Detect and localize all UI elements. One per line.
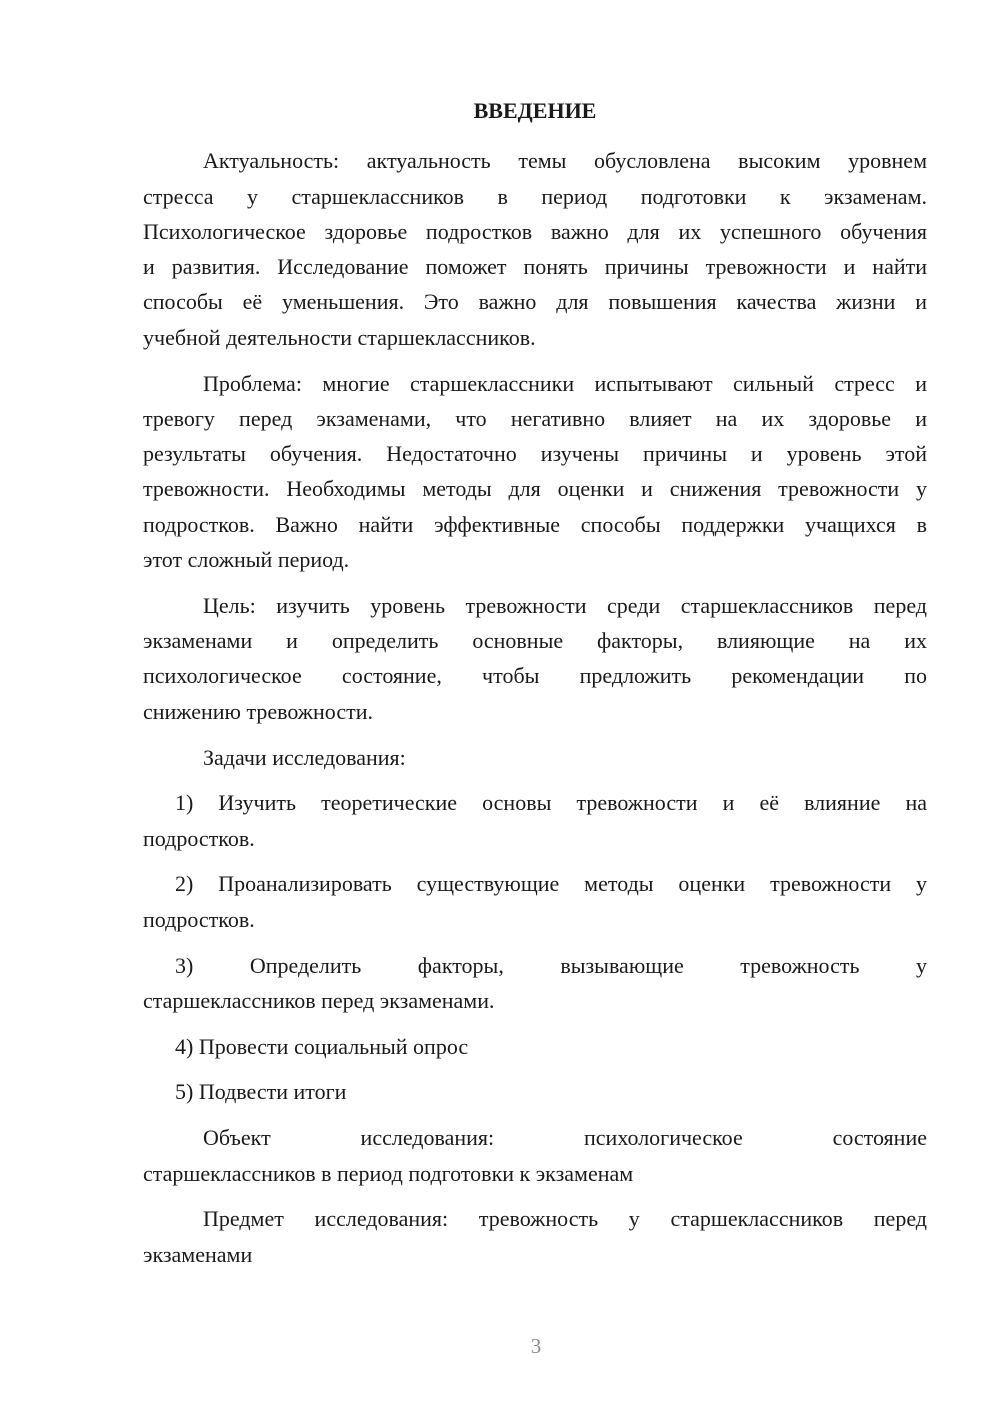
task-list-item: [143, 948, 927, 1019]
text-line: способы её уменьшения. Это важно для повышения качества жизни и: [143, 289, 927, 315]
text-line: 3) Определить факторы, вызывающие тревожность у: [175, 952, 927, 978]
text-line: Предмет исследования: тревожность у старшеклассников перед: [203, 1206, 927, 1232]
text-line: подростков.: [143, 906, 255, 932]
text-line: Актуальность: актуальность темы обусловлена высоким уровнем: [203, 148, 927, 174]
text-line: и развития. Исследование поможет понять причины тревожности и найти: [143, 254, 927, 280]
task-list-item: [143, 866, 927, 937]
text-line: тревожности. Необходимы методы для оценки и снижения тревожности у: [143, 476, 927, 502]
paragraph: [143, 740, 927, 775]
text-line: подростков. Важно найти эффективные способы поддержки учащихся в: [143, 511, 927, 537]
text-line: 4) Провести социальный опрос: [175, 1033, 469, 1059]
text-line: Задачи исследования:: [203, 744, 406, 770]
text-line: экзаменами и определить основные факторы, влияющие на их: [143, 628, 927, 654]
text-line: Цель: изучить уровень тревожности среди старшеклассников перед: [203, 592, 927, 618]
text-line: результаты обучения. Недостаточно изучены причины и уровень этой: [143, 441, 927, 467]
text-line: снижению тревожности.: [143, 698, 373, 724]
text-line: старшеклассников в период подготовки к экзаменам: [143, 1160, 634, 1186]
text-line: 2) Проанализировать существующие методы оценки тревожности у: [175, 871, 927, 897]
text-line: экзаменами: [143, 1241, 253, 1267]
paragraph: [143, 366, 927, 578]
text-line: стресса у старшеклассников в период подготовки к экзаменам.: [143, 183, 927, 209]
text-line: старшеклассников перед экзаменами.: [143, 987, 495, 1013]
paragraph: [143, 588, 927, 729]
text-line: 1) Изучить теоретические основы тревожности и её влияние на: [175, 790, 927, 816]
section-title: ВВЕДЕНИЕ: [473, 98, 597, 123]
task-list-item: [143, 1029, 927, 1064]
text-line: учебной деятельности старшеклассников.: [143, 324, 536, 350]
page-number: 3: [530, 1334, 542, 1358]
text-line: подростков.: [143, 825, 255, 851]
text-line: 5) Подвести итоги: [175, 1079, 347, 1105]
text-line: этот сложный период.: [143, 547, 350, 573]
text-line: тревогу перед экзаменами, что негативно влияет на их здоровье и: [143, 405, 927, 431]
task-list-item: [143, 785, 927, 856]
paragraph: [143, 1201, 927, 1272]
text-line: психологическое состояние, чтобы предложить рекомендации по: [143, 663, 927, 689]
paragraph: [143, 143, 927, 355]
text-line: Проблема: многие старшеклассники испытывают сильный стресс и: [203, 370, 927, 396]
paragraph: [143, 1120, 927, 1191]
document-page: [143, 93, 927, 1282]
task-list-item: [143, 1074, 927, 1109]
text-line: Психологическое здоровье подростков важно для их успешного обучения: [143, 218, 927, 244]
document-body: [143, 143, 927, 1272]
text-line: Объект исследования: психологическое состояние: [203, 1125, 927, 1151]
